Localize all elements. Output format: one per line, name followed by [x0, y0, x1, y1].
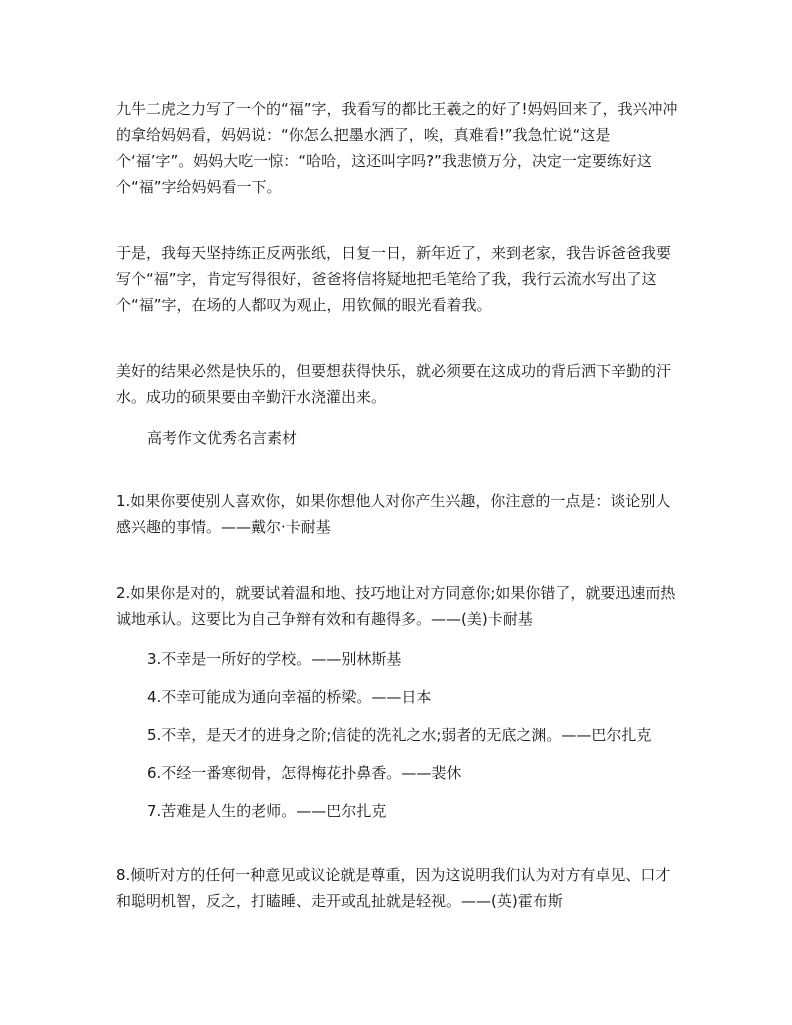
- story-paragraph-1: 九牛二虎之力写了一个的“福”字，我看写的都比王羲之的好了!妈妈回来了，我兴冲冲的拿给妈妈看，妈妈说：“你怎么把墨水洒了，唉，真难看!”我急忙说“这是个‘福’字”。妈妈大吃一惊：“哈哈，这还叫字吗?”我悲愤万分，决定一定要练好这个“福”字给妈妈看一下。: [116, 100, 678, 196]
- quote-item-4: 4.不幸可能成为通向幸福的桥梁。——日本: [147, 688, 432, 706]
- quote-item-5: 5.不幸，是天才的进身之阶;信徒的洗礼之水;弱者的无底之渊。——巴尔扎克: [147, 726, 652, 744]
- story-paragraph-3: 美好的结果必然是快乐的，但要想获得快乐，就必须要在这成功的背后洒下辛勤的汗水。成功的硕果要由辛勤汗水浇灌出来。: [116, 362, 672, 406]
- quote-item-2: 2.如果你是对的，就要试着温和地、技巧地让对方同意你;如果你错了，就要迅速而热诚地承认。这要比为自己争辩有效和有趣得多。——(美)卡耐基: [116, 584, 676, 628]
- story-paragraph-2: 于是，我每天坚持练正反两张纸，日复一日，新年近了，来到老家，我告诉爸爸我要写个“福”字，肯定写得很好，爸爸将信将疑地把毛笔给了我，我行云流水写出了这个“福”字，在场的人都叹为观止，用钦佩的眼光看着我。: [116, 244, 672, 314]
- quote-item-8: 8.倾听对方的任何一种意见或议论就是尊重，因为这说明我们认为对方有卓见、口才和聪明机智，反之，打瞌睡、走开或乱扯就是轻视。——(英)霍布斯: [116, 866, 671, 910]
- quote-item-3: 3.不幸是一所好的学校。——别林斯基: [147, 650, 402, 668]
- section-title: 高考作文优秀名言素材: [147, 429, 298, 447]
- quote-item-1: 1.如果你要使别人喜欢你，如果你想他人对你产生兴趣，你注意的一点是：谈论别人感兴趣的事情。——戴尔·卡耐基: [116, 492, 671, 536]
- quote-item-7: 7.苦难是人生的老师。——巴尔扎克: [147, 802, 387, 820]
- quote-item-6: 6.不经一番寒彻骨，怎得梅花扑鼻香。——裴休: [147, 764, 462, 782]
